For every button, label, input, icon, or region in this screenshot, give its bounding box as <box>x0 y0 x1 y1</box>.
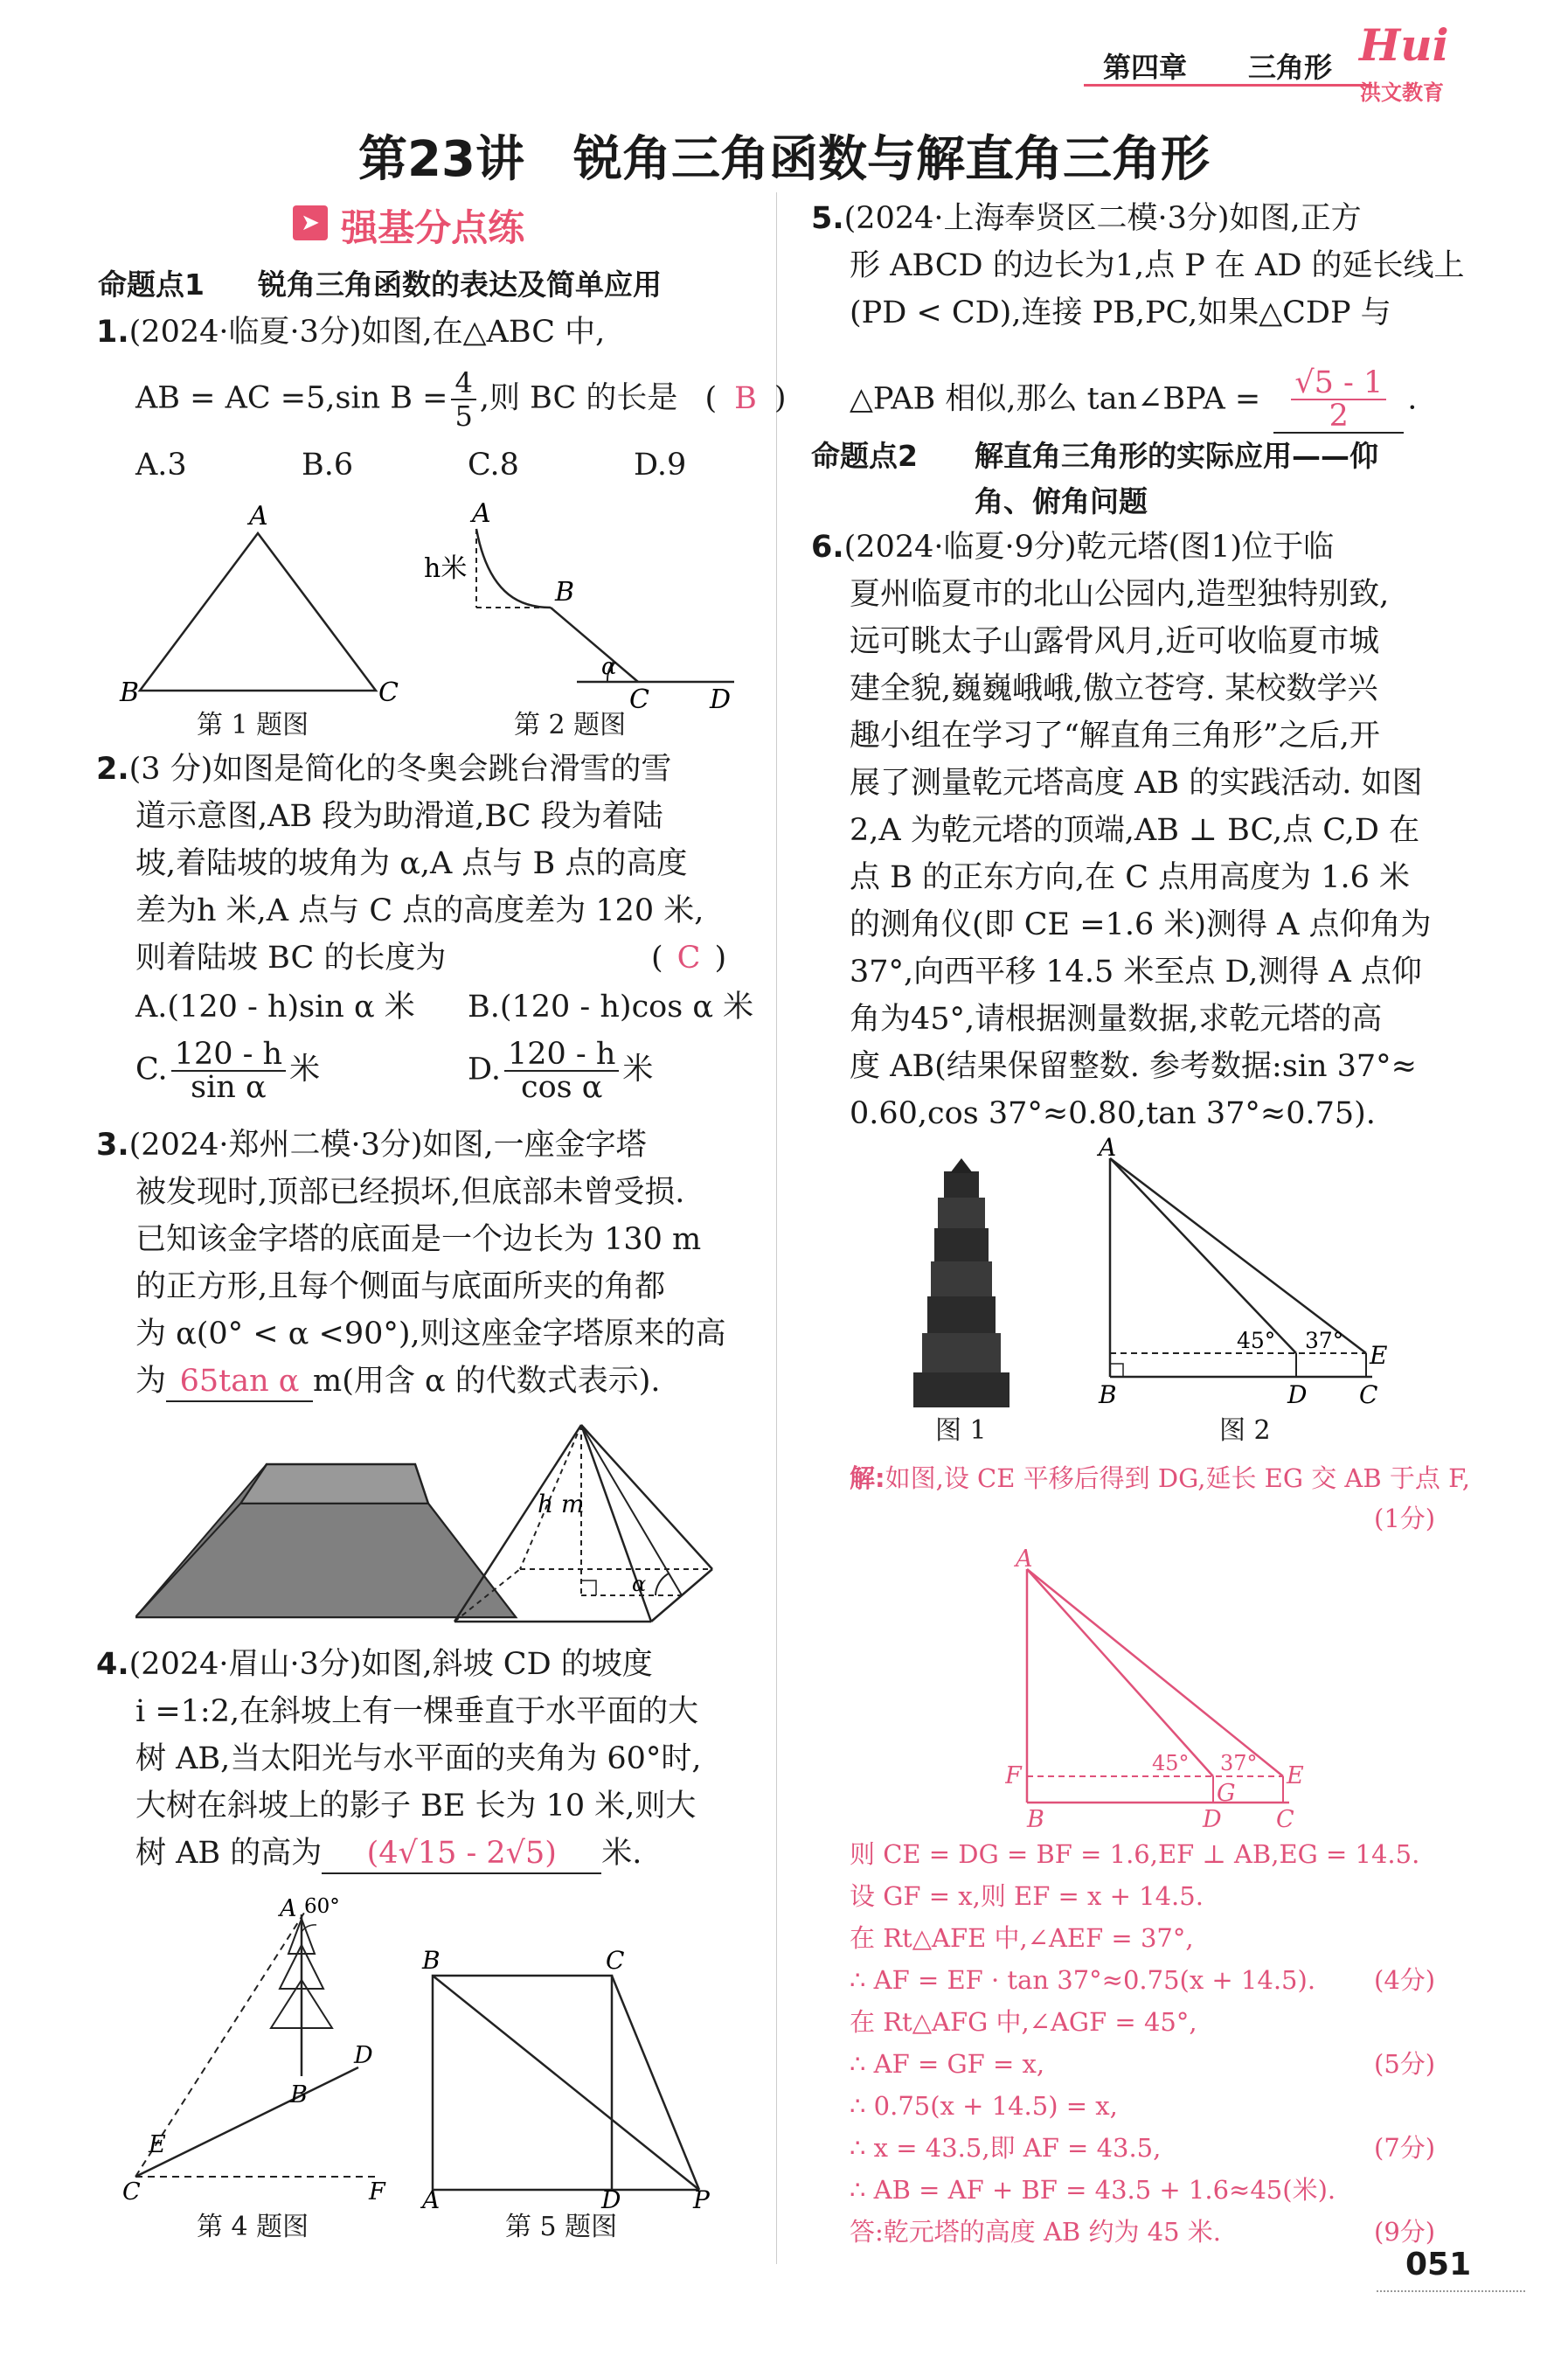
q2-line5: 则着陆坡 BC 的长度为 <box>135 941 447 976</box>
sol-label-37: 37° <box>1220 1751 1258 1775</box>
page-title: 第23讲 锐角三角函数与解直角三角形 <box>358 131 1210 188</box>
q4-line1: 4.(2024·眉山·3分)如图,斜坡 CD 的坡度 <box>96 1647 653 1682</box>
q2-line4: 差为h 米,A 点与 C 点的高度差为 120 米, <box>135 893 704 928</box>
fig1-caption: 第 1 题图 <box>197 710 309 740</box>
q4-line3: 树 AB,当太阳光与水平面的夹角为 60°时, <box>135 1741 702 1776</box>
send-icon: ➤ <box>293 205 328 240</box>
q6-line11: 角为45°,请根据测量数据,求乾元塔的高 <box>850 1002 1383 1037</box>
pyramid-edge-3 <box>581 1425 712 1569</box>
sol-label-c: C <box>1276 1806 1294 1833</box>
pagoda-tier-3 <box>934 1228 989 1261</box>
sol-label-b: B <box>1027 1806 1044 1833</box>
q6-line2: 夏州临夏市的北山公园内,造型独特别致, <box>850 577 1390 612</box>
q3-line2: 被发现时,顶部已经损坏,但底部未曾受损. <box>135 1175 685 1210</box>
fig4-label-b: B <box>290 2081 308 2108</box>
q6-line4: 建全貌,巍巍峨峨,傲立苍穹. 某校数学兴 <box>850 671 1378 706</box>
fig6-label-d: D <box>1287 1380 1308 1409</box>
solution-score-9: (9分) <box>1374 2217 1436 2247</box>
q4-line4: 大树在斜坡上的影子 BE 长为 10 米,则大 <box>135 1789 697 1824</box>
alpha-arc <box>656 1574 669 1595</box>
section-header <box>293 199 524 252</box>
fig5-caption: 第 5 题图 <box>505 2212 618 2242</box>
fig3-label-alpha: α <box>632 1572 647 1596</box>
pyramid-slant-height <box>581 1425 682 1595</box>
pagoda-tier-2 <box>938 1198 985 1228</box>
solution-step-2: 设 GF = x,则 EF = x + 14.5. <box>850 1881 1204 1911</box>
figure-2 <box>420 494 752 712</box>
q4-answer: (4√15 - 2√5) <box>322 1834 601 1874</box>
fig3-label-h: h m <box>538 1490 585 1518</box>
page-number-rule <box>1377 2290 1525 2292</box>
pagoda-tier-1 <box>944 1171 979 1198</box>
header-rule <box>1084 84 1372 87</box>
solution-score-4: (4分) <box>1374 1965 1436 1995</box>
q6-line13: 0.60,cos 37°≈0.80,tan 37°≈0.75). <box>850 1096 1376 1131</box>
q6-line10: 37°,向西平移 14.5 米至点 D,测得 A 点仰 <box>850 955 1422 990</box>
topic2-text-line2: 角、俯角问题 <box>975 484 1148 518</box>
sol-sightline-37 <box>1027 1569 1283 1776</box>
fig2-label-alpha: α <box>601 654 617 680</box>
q2-line3: 坡,着陆坡的坡角为 α,A 点与 B 点的高度 <box>135 846 688 881</box>
q2-option-d: D. $\frac{120 - h}{\text{cos α}}$ 米 <box>468 1037 654 1105</box>
fig6-label-e: E <box>1370 1341 1388 1370</box>
column-divider <box>776 192 777 2264</box>
q1-option-d: D.9 <box>634 448 687 483</box>
solution-step-6: ∴ AF = GF = x, <box>850 2049 1045 2079</box>
q3-line4: 的正方形,且每个侧面与底面所夹的角都 <box>135 1269 666 1304</box>
q6-line3: 远可眺太子山露骨风月,近可收临夏市城 <box>850 624 1380 659</box>
fig4-label-a: A <box>280 1895 297 1922</box>
q6-line1: 6.(2024·临夏·9分)乾元塔(图1)位于临 <box>811 530 1335 565</box>
fig6-caption-1: 图 1 <box>935 1415 987 1446</box>
q6-line8: 点 B 的正东方向,在 C 点用高度为 1.6 米 <box>850 860 1411 895</box>
q2-line1: 2.(3 分)如图是简化的冬奥会跳台滑雪的雪 <box>96 752 672 787</box>
fig4-caption: 第 4 题图 <box>197 2212 309 2242</box>
chapter-title: 三角形 <box>1248 51 1333 84</box>
q6-line9: 的测角仪(即 CE =1.6 米)测得 A 点仰角为 <box>850 907 1432 942</box>
sol-label-a: A <box>1016 1547 1033 1573</box>
fig4-label-c: C <box>122 2178 141 2206</box>
q2-option-a: A.(120 - h)sin α 米 <box>135 990 415 1025</box>
q5-answer-numerator: √5 - 1 <box>1291 367 1386 400</box>
q1-line2: AB = AC =5,sin B = $\frac{4}{5}$ ,则 BC 的长是 ( B ) <box>135 366 787 433</box>
q1-line1: 1.(2024·临夏·3分)如图,在△ABC 中, <box>96 315 606 350</box>
figure-1 <box>118 498 406 708</box>
q6-line12: 度 AB(结果保留整数. 参考数据:sin 37°≈ <box>850 1049 1418 1084</box>
q3-line6: 为 65tan α m(用含 α 的代数式表示). <box>135 1362 661 1402</box>
fig6-label-b: B <box>1099 1380 1117 1409</box>
q3-line3: 已知该金字塔的底面是一个边长为 130 m <box>135 1222 702 1257</box>
slope-cd <box>135 2067 358 2177</box>
q5-line1: 5.(2024·上海奉贤区二模·3分)如图,正方 <box>811 201 1362 236</box>
fig2-label-d: D <box>710 684 732 712</box>
fig5-label-d: D <box>601 2185 621 2212</box>
pyramid-edge-1 <box>454 1425 581 1622</box>
pagoda-tier-5 <box>927 1296 996 1333</box>
q1-option-c: C.8 <box>468 448 519 483</box>
solution-step-10: 答:乾元塔的高度 AB 约为 45 米. <box>850 2217 1222 2247</box>
q2-option-c: C. $\frac{120 - h}{\text{sin α}}$ 米 <box>135 1037 321 1105</box>
topic2-label: 命题点2 <box>811 439 918 473</box>
triangle-abc <box>140 533 376 691</box>
q4-line2: i =1:2,在斜坡上有一棵垂直于水平面的大 <box>135 1694 699 1729</box>
q3-line1: 3.(2024·郑州二模·3分)如图,一座金字塔 <box>96 1128 647 1163</box>
right-angle-mark <box>1110 1364 1123 1377</box>
q5-line4: △PAB 相似,那么 tan∠BPA = $\frac{√5 - 1}{2}$ . <box>850 365 1418 434</box>
square-abcd <box>433 1976 612 2190</box>
brand-name: 洪文教育 <box>1360 80 1444 105</box>
q4-line5: 树 AB 的高为 (4√15 - 2√5) 米. <box>135 1834 642 1874</box>
solution-step-9: ∴ AB = AF + BF = 43.5 + 1.6≈45(米). <box>850 2175 1336 2205</box>
solution-intro: 解:如图,设 CE 平移后得到 DG,延长 EG 交 AB 于点 F, <box>850 1463 1470 1493</box>
sol-label-f: F <box>1005 1762 1022 1789</box>
fig4-label-e: E <box>149 2131 166 2158</box>
section-label: 强基分点练 <box>341 206 525 249</box>
page-number: 051 <box>1405 2247 1472 2282</box>
q5-line2: 形 ABCD 的边长为1,点 P 在 AD 的延长线上 <box>850 248 1465 283</box>
q6-line7: 2,A 为乾元塔的顶端,AB ⊥ BC,点 C,D 在 <box>850 813 1420 848</box>
segment-pc <box>612 1976 699 2190</box>
fig5-label-a: A <box>422 2185 441 2212</box>
fig5-label-p: P <box>693 2185 710 2212</box>
q3-answer: 65tan α <box>166 1362 313 1402</box>
pagoda-photo <box>896 1154 1027 1407</box>
solution-step-3: 在 Rt△AFE 中,∠AEF = 37°, <box>850 1923 1194 1953</box>
fig2-label-c: C <box>629 684 649 712</box>
figure-3 <box>135 1407 739 1635</box>
q2-option-b: B.(120 - h)cos α 米 <box>468 990 754 1025</box>
right-angle-mark <box>581 1580 596 1595</box>
fig1-label-a: A <box>249 501 268 531</box>
fig1-label-b: B <box>120 677 140 708</box>
pagoda-tier-4 <box>931 1261 992 1296</box>
topic1-text: 锐角三角函数的表达及简单应用 <box>258 267 662 302</box>
pagoda-base <box>913 1372 1009 1407</box>
fig6-label-45: 45° <box>1237 1328 1276 1353</box>
solution-step-7: ∴ 0.75(x + 14.5) = x, <box>850 2091 1118 2121</box>
fig6-label-c: C <box>1359 1380 1378 1409</box>
q2-line2: 道示意图,AB 段为助滑道,BC 段为着陆 <box>135 799 663 834</box>
sightline-45 <box>1110 1158 1296 1353</box>
q1-option-b: B.6 <box>302 448 354 483</box>
figure-4 <box>122 1888 411 2212</box>
fig4-label-f: F <box>369 2178 385 2206</box>
q1-answer: B <box>734 380 757 416</box>
solution-score-5: (5分) <box>1374 2049 1436 2079</box>
fig2-label-h: h米 <box>424 553 468 584</box>
fig5-label-c: C <box>606 1946 625 1975</box>
fig5-label-b: B <box>422 1946 441 1975</box>
sol-sightline-45 <box>1027 1569 1213 1776</box>
sol-label-d: D <box>1203 1806 1222 1833</box>
q5-answer-denominator: 2 <box>1329 399 1349 434</box>
fig2-caption: 第 2 题图 <box>514 710 627 740</box>
solution-score-7: (7分) <box>1374 2133 1436 2163</box>
truncated-pyramid-front <box>135 1504 516 1617</box>
figure-6-2 <box>1088 1136 1412 1416</box>
topic2-text-line1: 解直角三角形的实际应用——仰 <box>975 439 1378 473</box>
fig1-label-c: C <box>378 677 399 708</box>
sol-label-e: E <box>1287 1762 1304 1789</box>
q1-option-a: A.3 <box>135 448 187 483</box>
q6-line5: 趣小组在学习了“解直角三角形”之后,开 <box>850 719 1380 754</box>
solution-figure <box>1005 1547 1329 1836</box>
fig2-label-b: B <box>555 577 575 608</box>
solution-step-4: ∴ AF = EF · tan 37°≈0.75(x + 14.5). <box>850 1965 1316 1995</box>
topic1-label: 命题点1 <box>98 267 205 302</box>
solution-step-8: ∴ x = 43.5,即 AF = 43.5, <box>850 2133 1162 2163</box>
solution-step-1: 则 CE = DG = BF = 1.6,EF ⊥ AB,EG = 14.5. <box>850 1839 1420 1869</box>
fig6-label-37: 37° <box>1305 1328 1344 1353</box>
figure-5 <box>415 1941 734 2212</box>
q2-answer-bracket: ( C ) <box>651 941 727 976</box>
brand-logo: Hui <box>1359 19 1449 71</box>
fig4-label-angle: 60° <box>304 1895 340 1918</box>
segment-pb <box>433 1976 699 2190</box>
truncated-pyramid-top <box>240 1464 428 1504</box>
fig4-label-d: D <box>354 2042 373 2069</box>
pagoda-tier-6 <box>922 1333 1001 1372</box>
q6-line6: 展了测量乾元塔高度 AB 的实践活动. 如图 <box>850 766 1423 801</box>
solution-intro-score: (1分) <box>1374 1504 1436 1533</box>
q3-line5: 为 α(0° < α <90°),则这座金字塔原来的高 <box>135 1316 726 1351</box>
fig6-label-a: A <box>1099 1136 1117 1162</box>
q5-line3: (PD < CD),连接 PB,PC,如果△CDP 与 <box>850 295 1391 330</box>
slope-bc <box>551 608 638 682</box>
fig2-label-a: A <box>472 498 491 529</box>
ramp-ab <box>476 529 551 608</box>
sol-label-45: 45° <box>1152 1751 1190 1775</box>
chapter-label: 第四章 <box>1103 51 1188 84</box>
sightline-37 <box>1110 1158 1366 1353</box>
sol-label-g: G <box>1217 1780 1236 1807</box>
fig6-caption-2: 图 2 <box>1219 1415 1271 1446</box>
solution-step-5: 在 Rt△AFG 中,∠AGF = 45°, <box>850 2007 1197 2037</box>
